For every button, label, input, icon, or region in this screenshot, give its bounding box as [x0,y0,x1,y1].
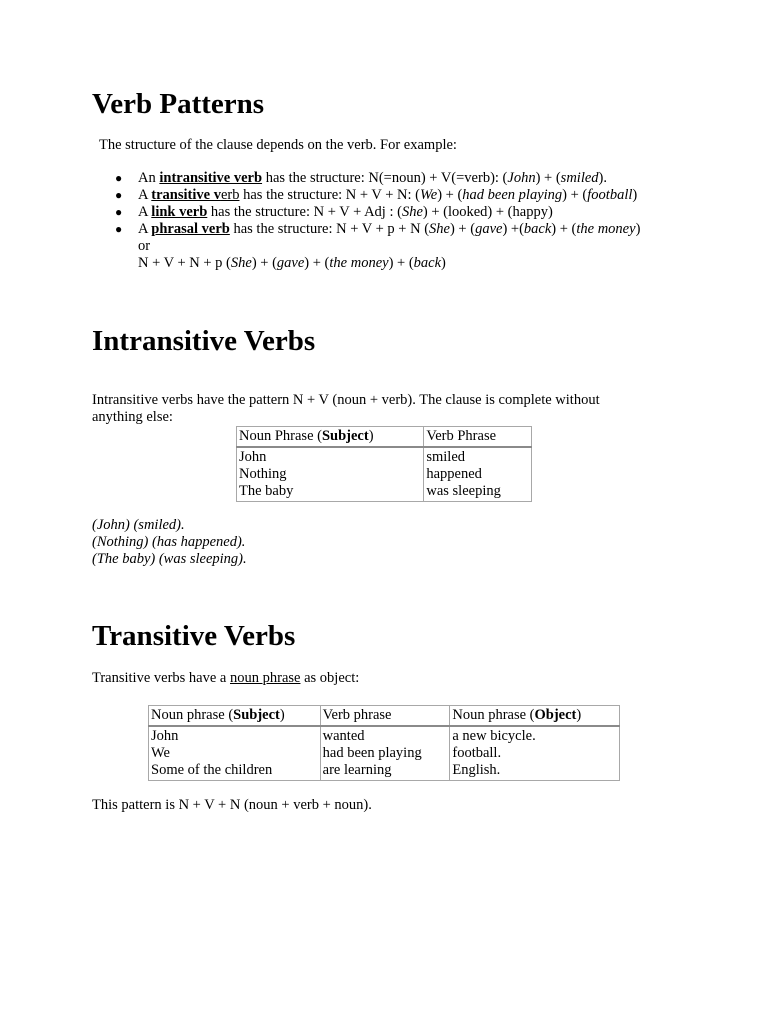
transitive-pattern-note: This pattern is N + V + N (noun + verb + noun). [92,797,372,813]
alternate-pattern: N + V + N + p (She) + (gave) + (the money) + (back) [138,255,446,271]
noun-phrase-link[interactable]: noun phrase [230,670,301,686]
header-verb-phrase: Verb Phrase [424,427,532,448]
verb-patterns-heading: Verb Patterns [92,88,265,120]
intransitive-table [236,426,532,502]
list-item-transitive: ● A transitive verb has the structure: N + V + N: (We) + (had been playing) + (football) [115,187,638,203]
intransitive-paragraph-line-2: anything else: [92,409,173,425]
list-item-intransitive: ● An intransitive verb has the structure: N(=noun) + V(=verb): (John) + (smiled). [115,170,607,186]
transitive-verb-link[interactable]: transitive verb [151,187,240,203]
verb-cell: smiled happened was sleeping [424,447,532,502]
transitive-paragraph: Transitive verbs have a noun phrase as object: [92,670,360,686]
header-subject: Noun phrase (Subject) [149,706,321,727]
or-word: or [138,238,151,254]
intransitive-examples [92,517,247,568]
table-header-row [149,706,620,727]
list-item-phrasal-verb: ● A phrasal verb has the structure: N + V + p + N (She) + (gave) +(back) + (the money) or N + V + N + p (She) + (gave) + (the money) + (back) [115,221,641,271]
table-header-row [237,427,532,448]
table-row [237,447,532,502]
verb-pattern-list [115,170,641,272]
example-line: (John) (smiled). [92,517,185,533]
bullet-icon: ● [115,188,123,202]
phrasal-verb-link[interactable]: phrasal verb [151,221,230,237]
subject-cell: John We Some of the children [149,726,321,781]
object-cell: a new bicycle. football. English. [450,726,620,781]
intransitive-verbs-heading: Intransitive Verbs [92,325,316,357]
bullet-icon: ● [115,171,123,185]
example-line: (Nothing) (has happened). [92,534,246,550]
bullet-icon: ● [115,205,123,219]
table-row [149,726,620,781]
header-noun-phrase: Noun Phrase (Subject) [237,427,424,448]
bullet-icon: ● [115,222,123,236]
intransitive-verb-link[interactable]: intransitive verb [159,170,263,186]
header-object: Noun phrase (Object) [450,706,620,727]
subject-cell: John Nothing The baby [237,447,424,502]
intransitive-paragraph-line-1: Intransitive verbs have the pattern N + V (noun + verb). The clause is complete without [92,392,600,408]
verb-cell: wanted had been playing are learning [320,726,450,781]
example-line: (The baby) (was sleeping). [92,551,247,567]
list-item-link-verb: ● A link verb has the structure: N + V + Adj : (She) + (looked) + (happy) [115,204,553,220]
link-verb-link[interactable]: link verb [151,204,208,220]
verb-patterns-intro: The structure of the clause depends on the verb. For example: [99,137,457,153]
header-verb-phrase: Verb phrase [320,706,450,727]
transitive-verbs-heading: Transitive Verbs [92,620,296,652]
transitive-table [148,705,620,781]
